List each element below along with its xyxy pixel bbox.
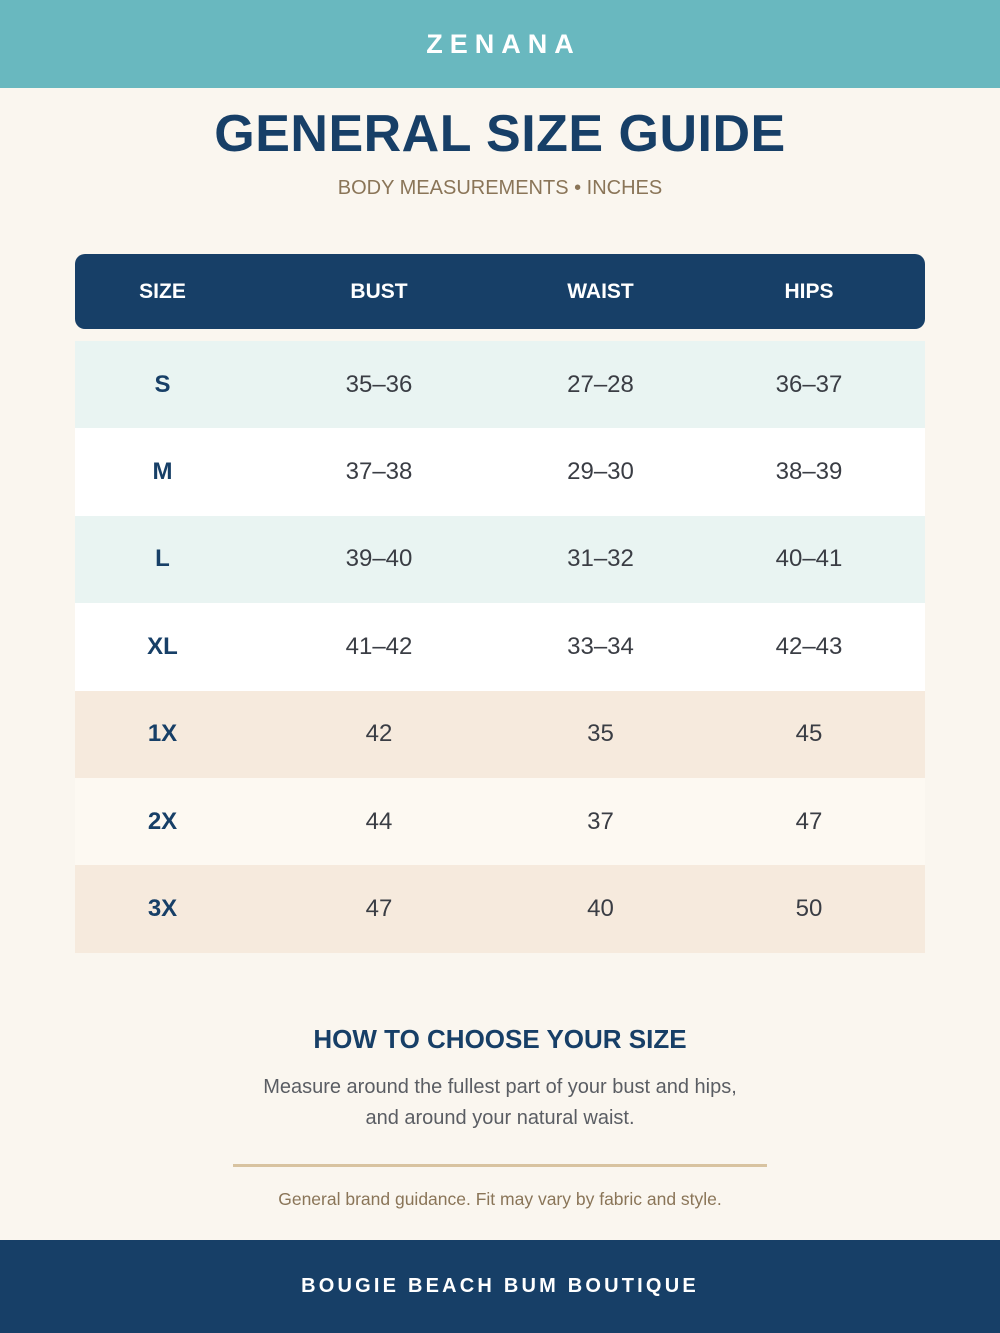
hips-cell: 45	[795, 720, 823, 748]
table-row	[75, 516, 925, 603]
size-cell: XL	[147, 632, 178, 660]
size-cell: 3X	[147, 895, 178, 923]
size-cell: M	[152, 458, 173, 486]
bust-cell: 44	[365, 807, 393, 835]
page-title: GENERAL SIZE GUIDE	[214, 105, 786, 163]
store-name: BOUGIE BEACH BUM BOUTIQUE	[301, 1275, 699, 1297]
brand-header-bar	[0, 0, 1000, 88]
size-table	[75, 254, 925, 953]
size-cell: S	[154, 370, 171, 398]
waist-cell: 40	[587, 895, 614, 923]
size-help-line-2: and around your natural waist.	[365, 1107, 635, 1129]
hips-cell: 36–37	[775, 370, 843, 398]
size-cell: L	[155, 545, 170, 573]
page-subtitle: BODY MEASUREMENTS • INCHES	[337, 177, 663, 199]
table-row	[75, 865, 925, 952]
hips-cell: 38–39	[775, 458, 843, 486]
waist-cell: 31–32	[567, 545, 634, 573]
waist-cell: 33–34	[567, 632, 634, 660]
bust-cell: 39–40	[345, 545, 413, 573]
hips-cell: 40–41	[775, 545, 843, 573]
column-header-hips: HIPS	[784, 279, 834, 303]
footer-bar	[0, 1240, 1000, 1333]
table-row	[75, 428, 925, 515]
waist-cell: 29–30	[567, 458, 634, 486]
table-body	[75, 341, 925, 953]
bust-cell: 42	[365, 720, 393, 748]
divider	[233, 1164, 767, 1167]
fit-disclaimer: General brand guidance. Fit may vary by fabric and style.	[278, 1189, 722, 1209]
column-header-waist: WAIST	[567, 279, 634, 303]
column-header-bust: BUST	[350, 279, 408, 303]
column-header-size: SIZE	[139, 279, 186, 303]
size-cell: 1X	[147, 720, 178, 748]
table-row	[75, 778, 925, 865]
hips-cell: 42–43	[775, 632, 843, 660]
size-cell: 2X	[147, 807, 178, 835]
table-header	[75, 254, 925, 329]
bust-cell: 37–38	[345, 458, 413, 486]
table-row	[75, 691, 925, 778]
hips-cell: 47	[795, 807, 823, 835]
table-row	[75, 341, 925, 428]
size-help-heading: HOW TO CHOOSE YOUR SIZE	[313, 1024, 687, 1054]
brand-name: ZENANA	[426, 28, 581, 59]
waist-cell: 37	[587, 807, 614, 835]
bust-cell: 47	[365, 895, 393, 923]
size-help-line-1: Measure around the fullest part of your bust and hips,	[263, 1076, 737, 1098]
hips-cell: 50	[795, 895, 823, 923]
bust-cell: 41–42	[345, 632, 413, 660]
waist-cell: 27–28	[567, 370, 634, 398]
waist-cell: 35	[587, 720, 614, 748]
table-row	[75, 603, 925, 690]
bust-cell: 35–36	[345, 370, 413, 398]
size-help-text	[0, 1072, 1000, 1134]
